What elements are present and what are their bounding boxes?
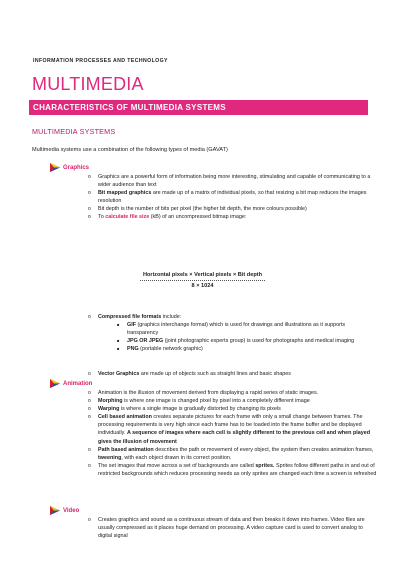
page-title: MULTIMEDIA	[32, 74, 144, 94]
list-item: o Compressed file formats include:	[88, 313, 378, 321]
section-video	[50, 506, 79, 515]
section-label-animation: Animation	[63, 380, 93, 387]
section-animation	[50, 379, 92, 388]
list-item: o Path based animation describes the path or movement of every object, the system then creates animation frames, tweening, with each object drawn in its correct position.	[88, 446, 378, 462]
list-item: o To calculate file size (kB) of an uncompressed bitmap image:	[88, 213, 378, 221]
graphics-list	[88, 173, 378, 222]
bullet-arrow-icon	[50, 506, 60, 515]
vector-list	[88, 370, 378, 378]
bullet-arrow-icon	[50, 163, 60, 172]
section-graphics	[50, 163, 89, 172]
list-item: o Cell based animation creates separate pictures for each frame with only a small change between frames. The processing requirements is very high since each frame has to be loaded into the frame buffer and be displayed individually. A sequence of images where each cell is slightly different to the previous cell and when played gives the illusion of movement	[88, 413, 378, 445]
section-label-video: Video	[63, 507, 80, 514]
sub-heading: MULTIMEDIA SYSTEMS	[32, 127, 116, 136]
list-item: o Animation is the illusion of movement derived from displaying a rapid series of static images.	[88, 389, 378, 397]
list-item: o Bit mapped graphics are made up of a matrix of individual pixels, so that resizing a bit map reduces the images resolution	[88, 189, 378, 205]
list-item: o Bit depth is the number of bits per pixel (the higher bit depth, the more colours possible)	[88, 205, 378, 213]
list-item: ■ PNG (portable network graphic)	[117, 345, 377, 353]
file-size-formula	[140, 272, 265, 289]
bullet-arrow-icon	[50, 379, 60, 388]
list-item: o Morphing is where one image is changed pixel by pixel into a completely different image	[88, 397, 378, 405]
compressed-list	[88, 313, 378, 321]
list-item: ■ GIF (graphics interchange format) which is used for drawings and illustrations as it supports transparency	[117, 321, 377, 337]
format-list	[117, 321, 377, 353]
header-label: INFORMATION PROCESSES AND TECHNOLOGY	[33, 58, 168, 64]
list-item: o Vector Graphics are made up of objects such as straight lines and basic shapes	[88, 370, 378, 378]
formula-numerator: Horizontal pixels × Vertical pixels × Bit depth	[142, 272, 263, 278]
list-item: o Graphics are a powerful form of information being more interesting, stimulating and capable of communicating to a wider audience than text	[88, 173, 378, 189]
list-item: ■ JPG OR JPEG (joint photographic experts group) is used for photographs and medical imaging	[117, 337, 377, 345]
list-item: o The set images that move across a set of backgrounds are called sprites. Sprites follow different paths in and out of restricted backgrounds which reduces processing needs as only sprites are changed each time a screen is refreshed	[88, 462, 378, 478]
section-banner: CHARACTERISTICS OF MULTIMEDIA SYSTEMS	[29, 100, 368, 115]
section-label-graphics: Graphics	[63, 164, 90, 171]
list-item: o Creates graphics and sound as a continuous stream of data and then breaks it down into frames. Video files are usually compressed as it places huge demand on processing. A video capture card is used to convert analog to digital signal	[88, 516, 378, 540]
animation-list	[88, 389, 378, 478]
formula-denominator: 8 × 1024	[191, 283, 214, 289]
list-item: o Warping is where a single image is gradually distorted by changing its pixels	[88, 405, 378, 413]
formula-divider	[140, 280, 265, 281]
intro-text: Multimedia systems use a combination of the following types of media (GAVAT)	[32, 147, 228, 153]
video-list	[88, 516, 378, 540]
